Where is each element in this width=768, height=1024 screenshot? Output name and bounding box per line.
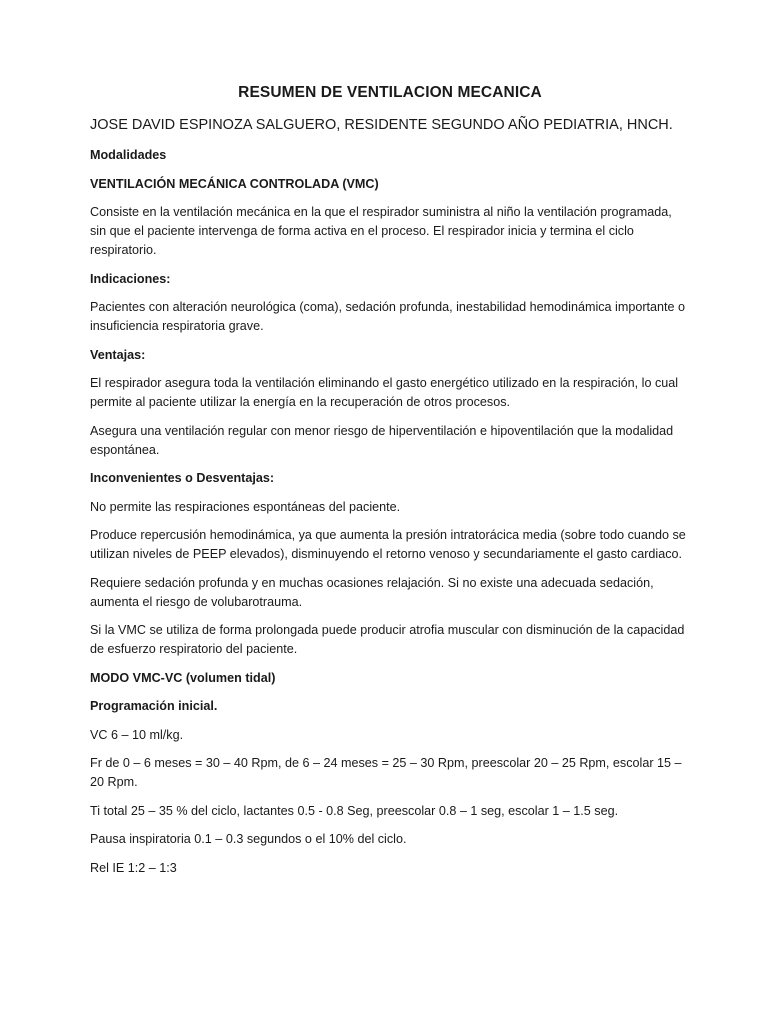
paragraph: Rel IE 1:2 – 1:3 <box>90 860 177 875</box>
paragraph: Fr de 0 – 6 meses = 30 – 40 Rpm, de 6 – 24 meses = 25 – 30 Rpm, preescolar 20 – 25 Rpm, escolar 15 – 20 Rpm. <box>90 756 682 789</box>
paragraph: Programación inicial. <box>90 699 218 713</box>
document-author: JOSE DAVID ESPINOZA SALGUERO, RESIDENTE SEGUNDO AÑO PEDIATRIA, HNCH. <box>90 117 673 133</box>
paragraph: Inconvenientes o Desventajas: <box>90 471 275 485</box>
paragraph: Ventajas: <box>90 347 146 362</box>
paragraph: Asegura una ventilación regular con menor riesgo de hiperventilación e hipoventilación que la modalidad espontánea. <box>90 423 674 457</box>
paragraph: Modalidades <box>90 148 167 162</box>
paragraph: VC 6 – 10 ml/kg. <box>90 727 184 742</box>
paragraph: Ti total 25 – 35 % del ciclo, lactantes 0.5 - 0.8 Seg, preescolar 0.8 – 1 seg, escolar 1 – 1.5 seg. <box>90 803 619 818</box>
paragraph: No permite las respiraciones espontáneas del paciente. <box>90 499 401 514</box>
paragraph: Pausa inspiratoria 0.1 – 0.3 segundos o el 10% del ciclo. <box>90 832 407 846</box>
document-page <box>90 83 690 887</box>
paragraph: Pacientes con alteración neurológica (coma), sedación profunda, inestabilidad hemodinámica importante o insuficiencia respiratoria grave. <box>90 300 686 333</box>
paragraph: Si la VMC se utiliza de forma prolongada puede producir atrofia muscular con disminución de la capacidad de esfuerzo respiratorio del paciente. <box>90 623 685 656</box>
paragraph: El respirador asegura toda la ventilación eliminando el gasto energético utilizado en la respiración, lo cual permite al paciente utilizar la energía en la recuperación de otros procesos. <box>90 376 679 409</box>
paragraph: Requiere sedación profunda y en muchas ocasiones relajación. Si no existe una adecuada sedación, aumenta el riesgo de volubarotrauma. <box>90 575 654 609</box>
document-title: RESUMEN DE VENTILACION MECANICA <box>238 84 542 101</box>
paragraph: MODO VMC-VC (volumen tidal) <box>90 670 276 685</box>
paragraph: Consiste en la ventilación mecánica en la que el respirador suministra al niño la ventilación programada, sin que el paciente intervenga de forma activa en el proceso. El respirador inicia y termina el ciclo respiratorio. <box>90 205 672 257</box>
paragraph: Produce repercusión hemodinámica, ya que aumenta la presión intratorácica media (sobre todo cuando se utilizan niveles de PEEP elevados), disminuyendo el retorno venoso y secundariamente el gasto cardiaco. <box>90 528 686 561</box>
paragraph: Indicaciones: <box>90 271 171 286</box>
paragraph: VENTILACIÓN MECÁNICA CONTROLADA (VMC) <box>90 176 379 191</box>
